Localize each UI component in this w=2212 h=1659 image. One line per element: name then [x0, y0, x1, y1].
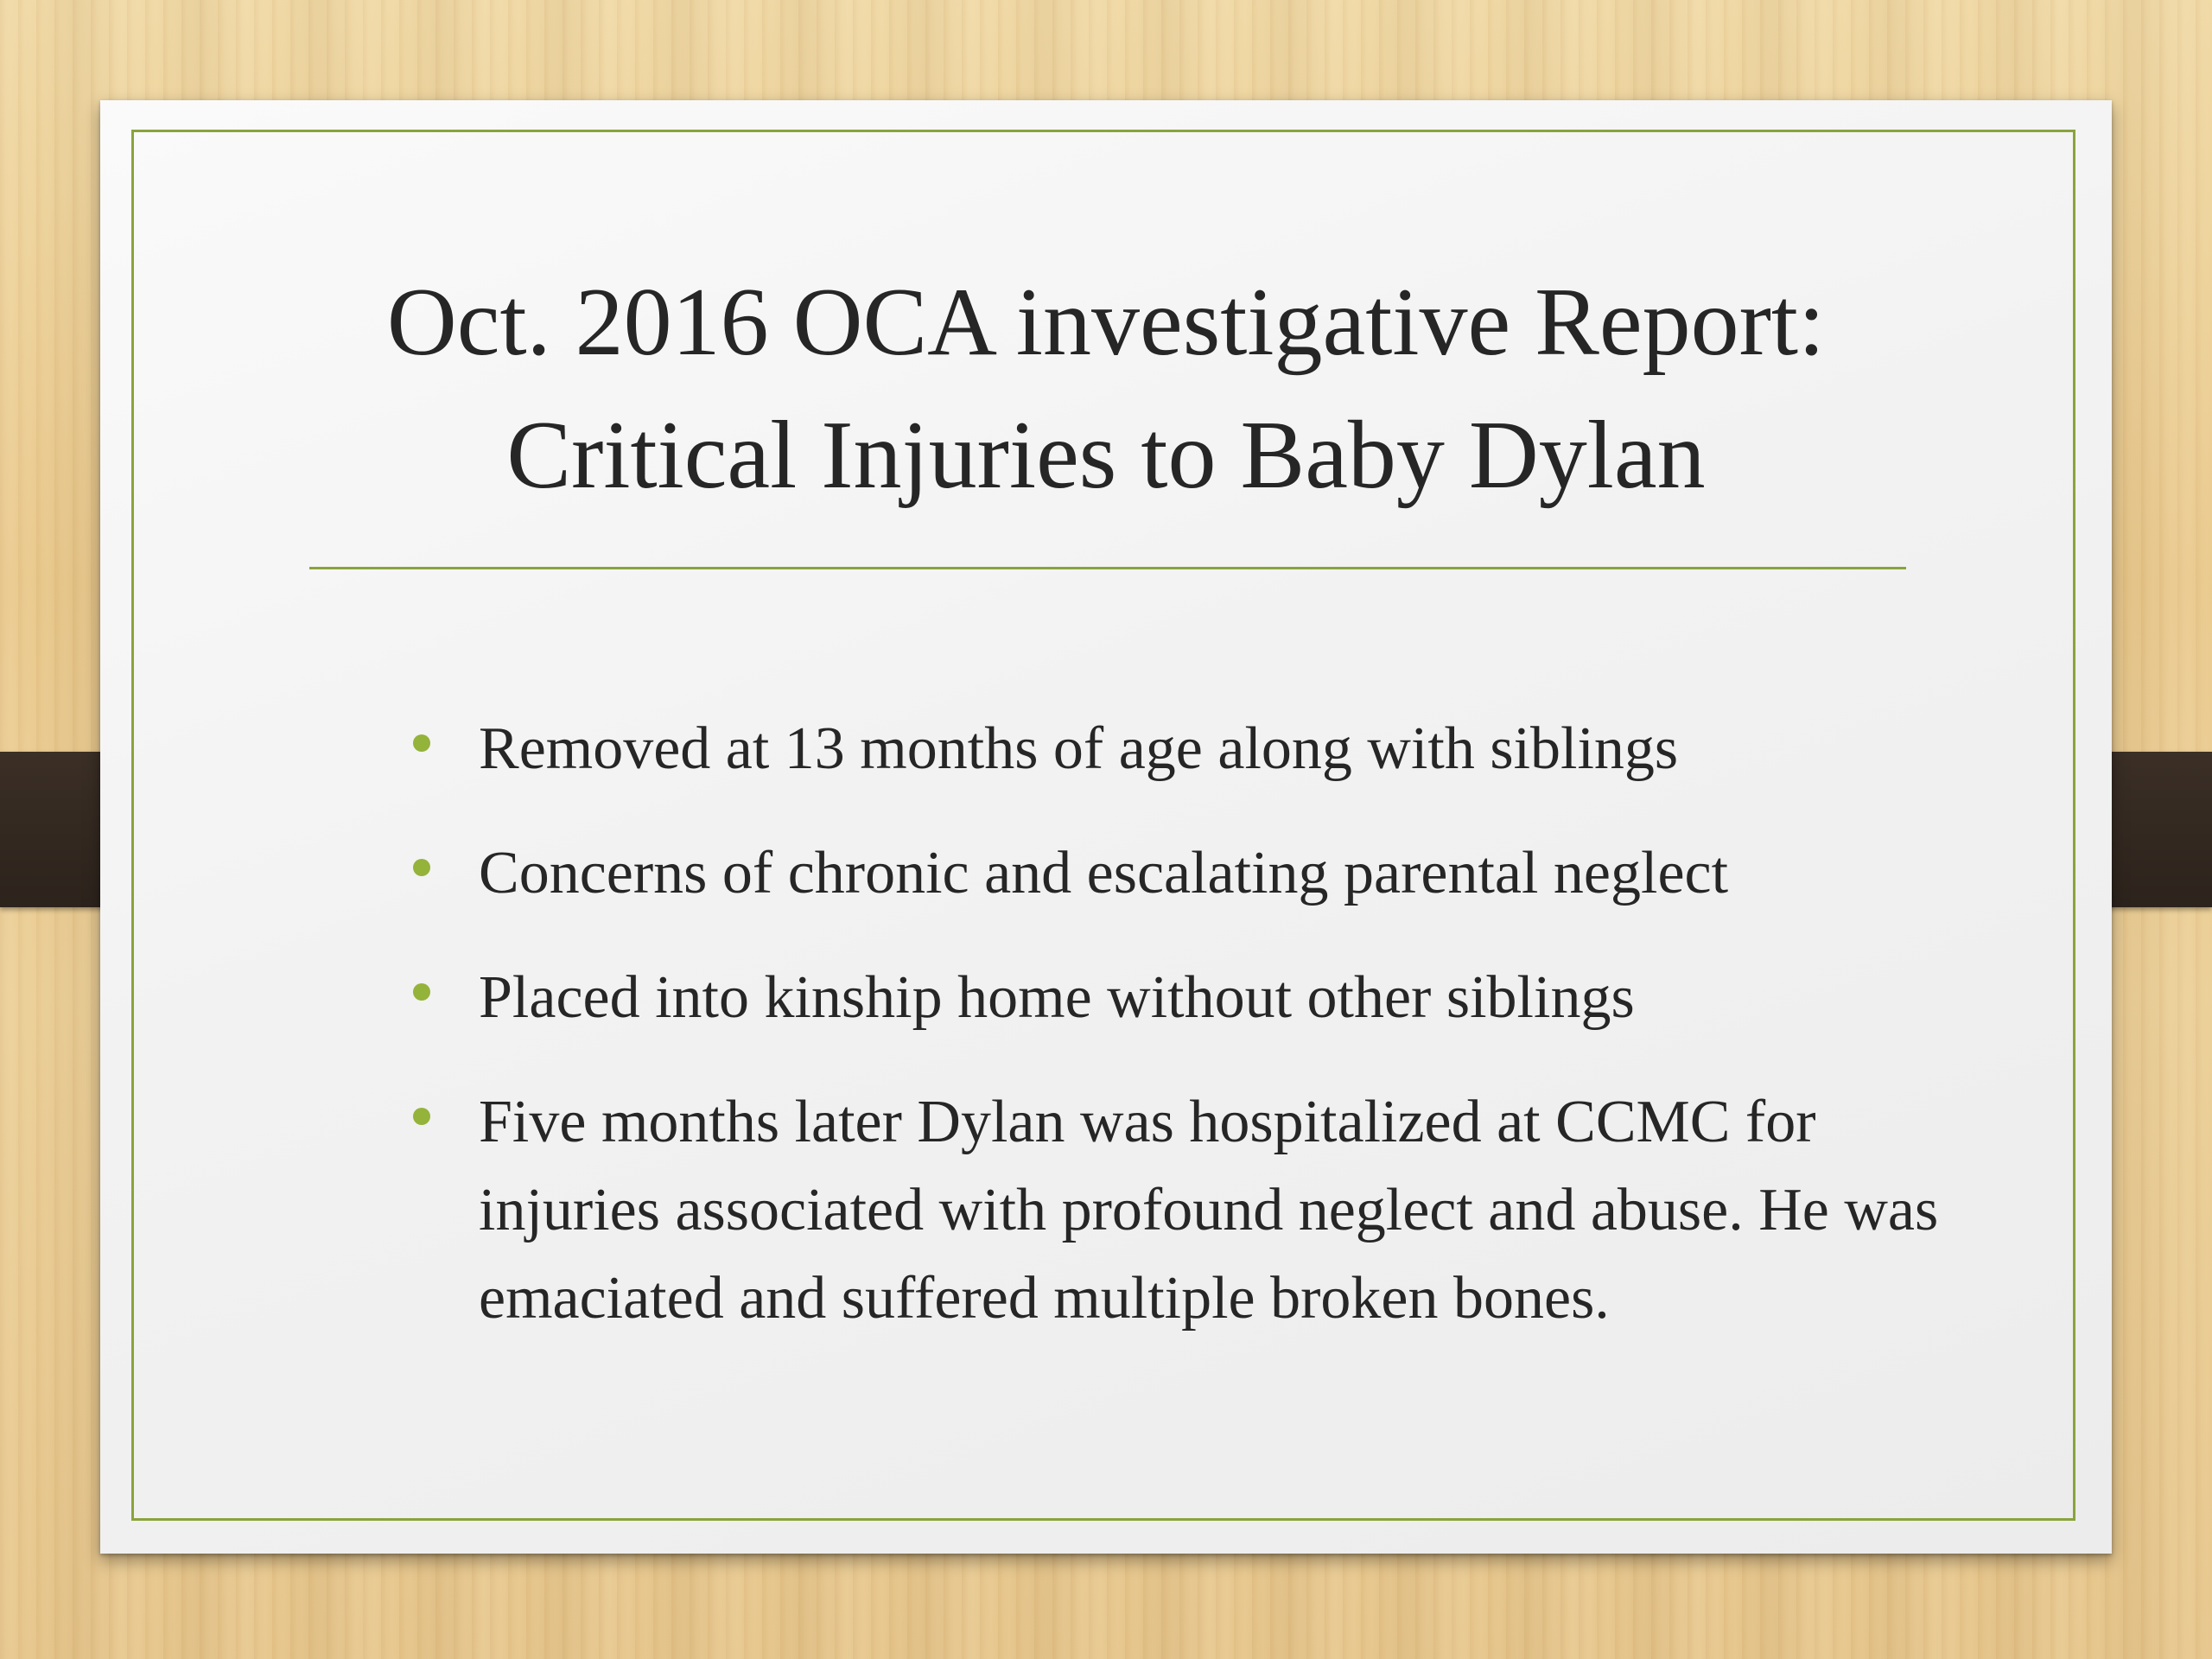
slide-card: [100, 100, 2112, 1554]
bullet-item: [308, 830, 1949, 918]
bullet-dot-icon: [413, 859, 430, 876]
bullet-text: Five months later Dylan was hospitalized at CCMC for injuries associated with profound neglect and abuse. He was emaciated and suffered multiple broken bones.: [479, 1089, 1939, 1332]
bullet-dot-icon: [413, 734, 430, 752]
title-divider: [309, 567, 1906, 569]
slide-title-line-1: Oct. 2016 OCA investigative Report:: [386, 269, 1826, 376]
bullet-text: Concerns of chronic and escalating parental neglect: [479, 840, 1729, 906]
bullet-dot-icon: [413, 1108, 430, 1125]
bullet-item: [308, 1078, 1949, 1343]
slide-title-line-2: Critical Injuries to Baby Dylan: [506, 402, 1706, 509]
bullet-text: Placed into kinship home without other siblings: [479, 964, 1635, 1031]
bullet-list: [308, 705, 1949, 1379]
bullet-item: [308, 954, 1949, 1042]
bullet-dot-icon: [413, 983, 430, 1001]
bullet-text: Removed at 13 months of age along with siblings: [479, 715, 1679, 782]
bullet-item: [308, 705, 1949, 793]
slide-title: [100, 256, 2112, 522]
